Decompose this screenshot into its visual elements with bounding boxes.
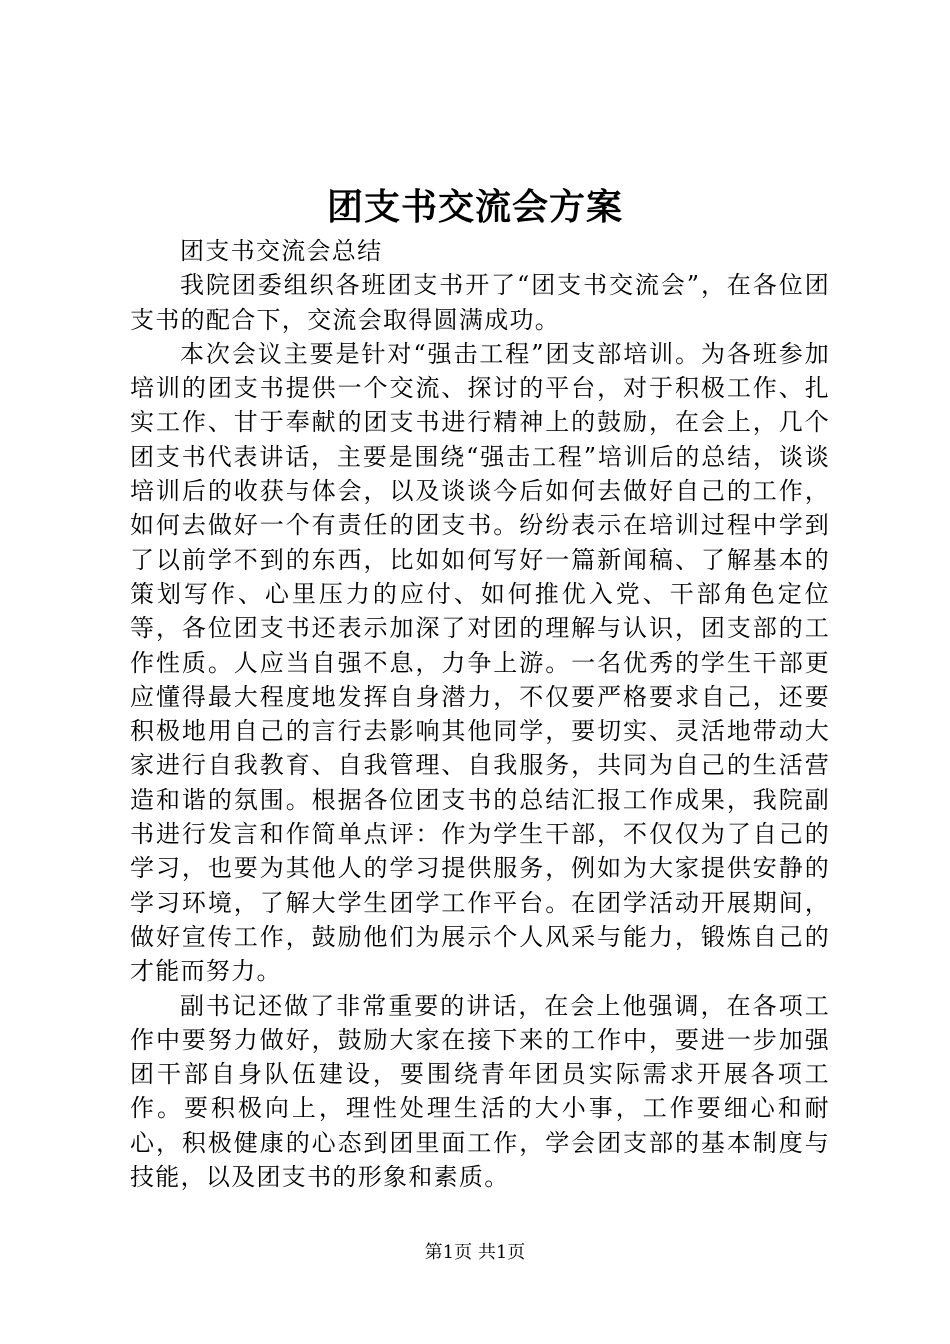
paragraph-meeting: 本次会议主要是针对“强击工程”团支部培训。为各班参加培训的团支书提供一个交流、探讨的平台，对于积极工作、扎实工作、甘于奉献的团支书进行精神上的鼓励，在会上，几个团支书代表讲话，主要是围绕“强击工程”培训后的总结，谈谈培训后的收获与体会，以及谈谈今后如何去做好自己的工作，如何去做好一个有责任的团支书。纷纷表示在培训过程中学到了以前学不到的东西，比如如何写好一篇新闻稿、了解基本的策划写作、心里压力的应付、如何推优入党、干部角色定位等，各位团支书还表示加深了对团的理解与认识，团支部的工作性质。人应当自强不息，力争上游。一名优秀的学生干部更应懂得最大程度地发挥自身潜力，不仅要严格要求自己，还要积极地用自己的言行去影响其他同学，要切实、灵活地带动大家进行自我教育、自我管理、自我服务，共同为自己的生活营造和谐的氛围。根据各位团支书的总结汇报工作成果，我院副书进行发言和作简单点评：作为学生干部，不仅仅为了自己的学习，也要为其他人的学习提供服务，例如为大家提供安静的学习环境，了解大学生团学工作平台。在团学活动开展期间，做好宣传工作，鼓励他们为展示个人风采与能力，锻炼自己的才能而努力。	[130, 339, 830, 986]
document-title: 团支书交流会方案	[326, 186, 623, 228]
document-subtitle: 团支书交流会总结	[180, 237, 383, 265]
page-footer: 第1页 共1页	[424, 1242, 526, 1263]
paragraph-speech: 副书记还做了非常重要的讲话，在会上他强调，在各项工作中要努力做好，鼓励大家在接下来的工作中，要进一步加强团干部自身队伍建设，要围绕青年团员实际需求开展各项工作。要积极向上，理性处理生活的大小事，工作要细心和耐心，积极健康的心态到团里面工作，学会团支部的基本制度与技能，以及团支书的形象和素质。	[130, 991, 830, 1192]
paragraph-intro: 我院团委组织各班团支书开了“团支书交流会”，在各位团支书的配合下，交流会取得圆满成功。	[130, 271, 830, 334]
document-body	[130, 234, 830, 1194]
